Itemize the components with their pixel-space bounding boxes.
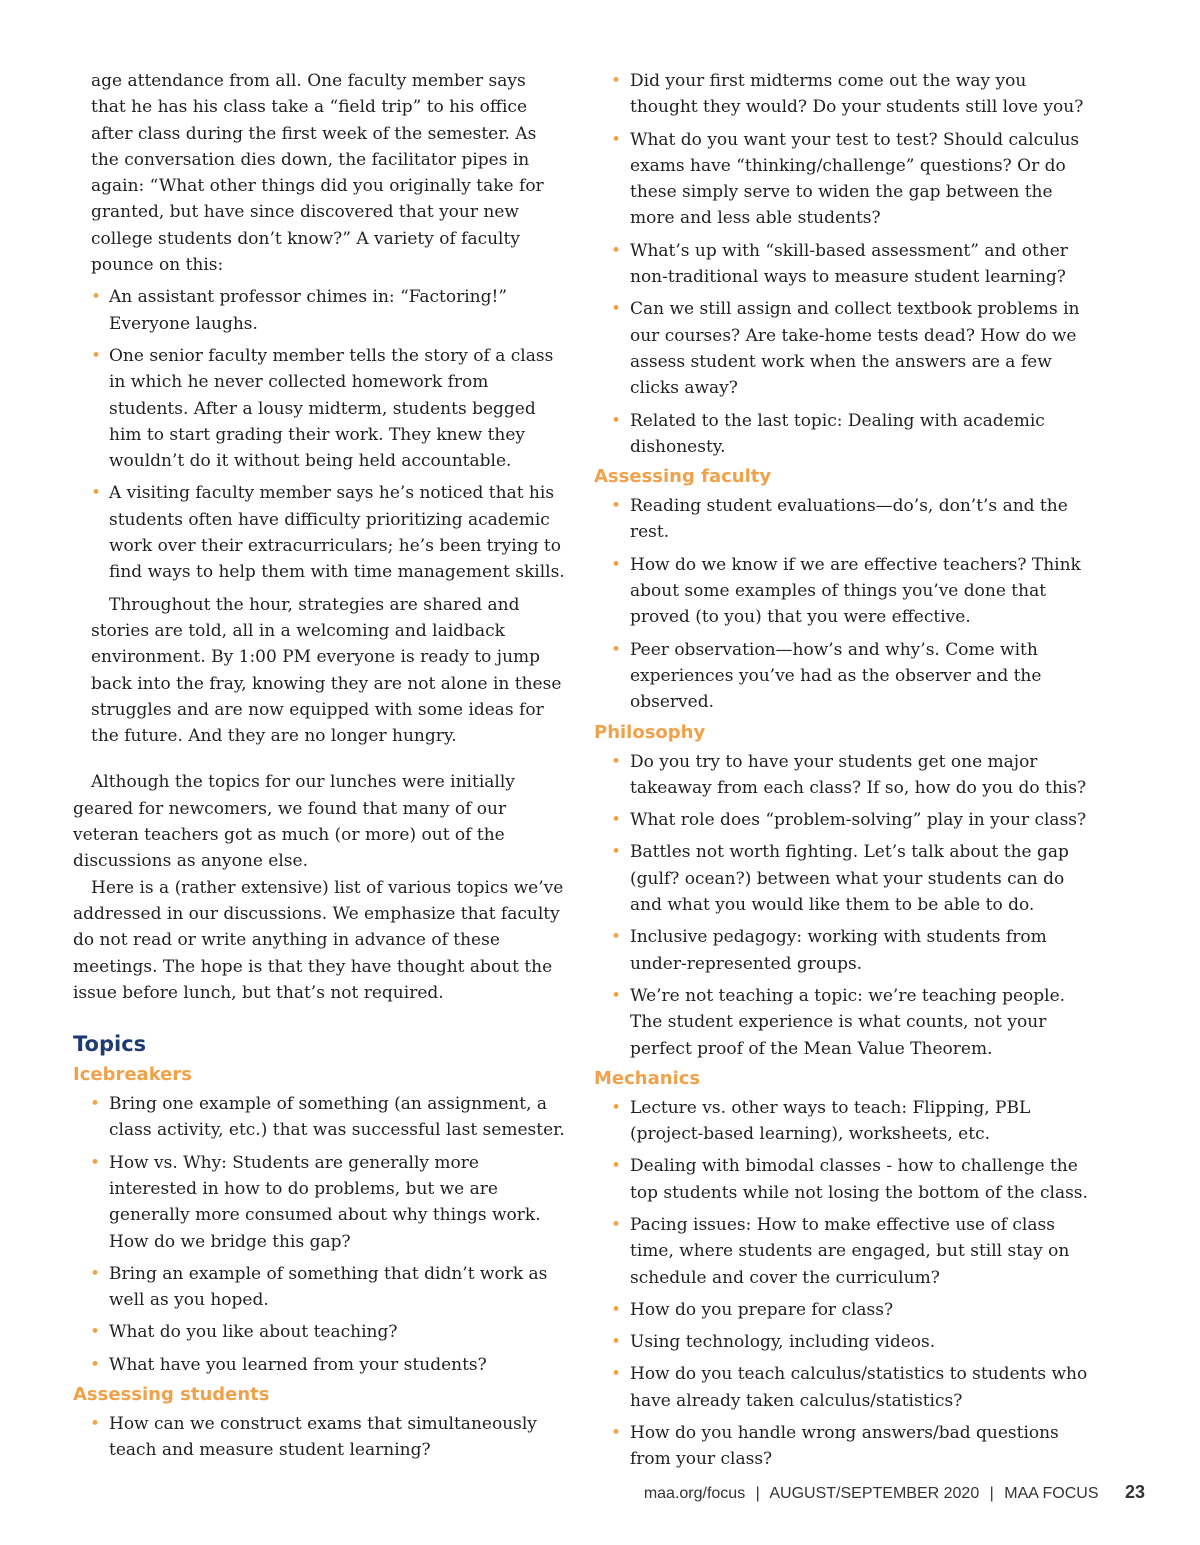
anecdote-list xyxy=(91,284,565,585)
bullet-icon: • xyxy=(611,554,622,575)
icebreakers-heading: Icebreakers xyxy=(73,1064,192,1086)
philosophy-list xyxy=(594,749,1094,1062)
list-item: • How vs. Why: Students are generally more interested in how to do problems, but we are generally more consumed about why things work. How do we bridge this gap? xyxy=(73,1150,565,1255)
assessing-students-list-cont xyxy=(594,68,1094,460)
bullet-icon: • xyxy=(611,1156,622,1177)
list-item: • Do you try to have your students get one major takeaway from each class? If so, how do you do this? xyxy=(594,749,1094,802)
bullet-icon: • xyxy=(611,496,622,517)
left-column xyxy=(73,68,565,1470)
list-item: • Bring one example of something (an assignment, a class activity, etc.) that was successful last semester. xyxy=(73,1091,565,1144)
footer-url[interactable]: maa.org/focus xyxy=(643,1485,746,1502)
bullet-icon: • xyxy=(611,1364,622,1385)
bullet-icon: • xyxy=(611,240,622,261)
list-item: • What’s up with “skill-based assessment” and other non-traditional ways to measure student learning? xyxy=(594,238,1094,291)
closing-paragraph: Throughout the hour, strategies are shared and stories are told, all in a welcoming and laidback environment. By 1:00 PM everyone is ready to jump back into the fray, knowing they are not alone in these struggles and are now equipped with some ideas for the future. And they are no longer hungry. xyxy=(91,594,562,747)
philosophy-heading: Philosophy xyxy=(594,721,706,743)
body-paragraph: Although the topics for our lunches were initially geared for newcomers, we found that many of our veteran teachers got as much (or more) out of the discussions as anyone else. xyxy=(73,772,515,872)
mechanics-heading: Mechanics xyxy=(594,1067,701,1089)
assessing-faculty-list xyxy=(594,493,1094,715)
bullet-icon: • xyxy=(91,345,102,366)
list-item: • What have you learned from your students? xyxy=(73,1352,565,1378)
list-item: • One senior faculty member tells the story of a class in which he never collected homework from students. After a lousy midterm, students begged him to start grading their work. They knew they wouldn’t do it without being held accountable. xyxy=(91,343,565,474)
assessing-students-list xyxy=(73,1411,565,1464)
list-item: • What do you want your test to test? Should calculus exams have “thinking/challenge” questions? Or do these simply serve to widen the gap between the more and less able students? xyxy=(594,127,1094,232)
bullet-icon: • xyxy=(611,1332,622,1353)
bullet-icon: • xyxy=(611,927,622,948)
list-item: • A visiting faculty member says he’s noticed that his students often have difficulty prioritizing academic work over their extracurriculars; he’s been trying to find ways to help them with time management skills. xyxy=(91,480,565,585)
list-item: • What role does “problem-solving” play in your class? xyxy=(594,807,1094,833)
topics-heading: Topics xyxy=(73,1032,147,1057)
list-item: • Can we still assign and collect textbook problems in our courses? Are take-home tests dead? How do we assess student work when the answers are a few clicks away? xyxy=(594,296,1094,401)
list-item: • Related to the last topic: Dealing with academic dishonesty. xyxy=(594,408,1094,461)
list-item: • Inclusive pedagogy: working with students from under-represented groups. xyxy=(594,924,1094,977)
list-item: • Peer observation—how’s and why’s. Come with experiences you’ve had as the observer and the observed. xyxy=(594,637,1094,716)
mechanics-list xyxy=(594,1095,1094,1473)
bullet-icon: • xyxy=(90,1094,101,1115)
list-item: • Lecture vs. other ways to teach: Flipping, PBL (project-based learning), worksheets, etc. xyxy=(594,1095,1094,1148)
body-paragraph: Here is a (rather extensive) list of various topics we’ve addressed in our discussions. We emphasize that faculty do not read or write anything in advance of these meetings. The hope is that they have thought about the issue before lunch, but that’s not required. xyxy=(73,877,564,1003)
bullet-icon: • xyxy=(90,1414,101,1435)
list-item: • How can we construct exams that simultaneously teach and measure student learning? xyxy=(73,1411,565,1464)
bullet-icon: • xyxy=(91,287,102,308)
bullet-icon: • xyxy=(611,985,622,1006)
page-number: 23 xyxy=(1124,1482,1145,1502)
bullet-icon: • xyxy=(611,299,622,320)
bullet-icon: • xyxy=(611,751,622,772)
assessing-students-heading: Assessing students xyxy=(73,1384,270,1406)
bullet-icon: • xyxy=(91,483,102,504)
list-item: • Did your first midterms come out the way you thought they would? Do your students still love you? xyxy=(594,68,1094,121)
list-item: • How do you prepare for class? xyxy=(594,1297,1094,1323)
footer-separator: | xyxy=(755,1485,760,1502)
list-item: • Pacing issues: How to make effective use of class time, where students are engaged, but still stay on schedule and cover the curriculum? xyxy=(594,1212,1094,1291)
list-item: • Dealing with bimodal classes - how to challenge the top students while not losing the bottom of the class. xyxy=(594,1153,1094,1206)
right-column xyxy=(594,68,1094,1479)
list-item: • An assistant professor chimes in: “Factoring!” Everyone laughs. xyxy=(91,284,565,337)
bullet-icon: • xyxy=(611,71,622,91)
page-footer xyxy=(644,1482,1145,1503)
list-item: • How do you teach calculus/statistics to students who have already taken calculus/statistics? xyxy=(594,1361,1094,1414)
bullet-icon: • xyxy=(611,410,622,431)
list-item: • We’re not teaching a topic: we’re teaching people. The student experience is what counts, not your perfect proof of the Mean Value Theorem. xyxy=(594,983,1094,1062)
list-item: • How do you handle wrong answers/bad questions from your class? xyxy=(594,1420,1094,1473)
assessing-faculty-heading: Assessing faculty xyxy=(594,466,772,488)
bullet-icon: • xyxy=(611,1423,622,1444)
icebreakers-list xyxy=(73,1091,565,1378)
opening-paragraph: age attendance from all. One faculty member says that he has his class take a “field trip” to his office after class during the first week of the semester. As the conversation dies down, the facilitator pipes in again: “What other things did you originally take for granted, but have since discovered that your new college students don’t know?” A variety of faculty pounce on this: xyxy=(91,71,544,276)
footer-magazine: MAA FOCUS xyxy=(1004,1485,1099,1502)
bullet-icon: • xyxy=(90,1152,101,1173)
footer-separator: | xyxy=(989,1485,994,1502)
list-item: • Reading student evaluations—do’s, don’t’s and the rest. xyxy=(594,493,1094,546)
bullet-icon: • xyxy=(611,1214,622,1235)
list-item: • Battles not worth fighting. Let’s talk about the gap (gulf? ocean?) between what your students can do and what you would like them to be able to do. xyxy=(594,839,1094,918)
bullet-icon: • xyxy=(611,639,622,660)
list-item: • Using technology, including videos. xyxy=(594,1329,1094,1355)
list-item: • What do you like about teaching? xyxy=(73,1319,565,1345)
bullet-icon: • xyxy=(611,1299,622,1320)
anecdote-block xyxy=(73,68,565,749)
list-item: • Bring an example of something that didn’t work as well as you hoped. xyxy=(73,1261,565,1314)
list-item: • How do we know if we are effective teachers? Think about some examples of things you’ve done that proved (to you) that you were effective. xyxy=(594,552,1094,631)
bullet-icon: • xyxy=(611,1097,622,1118)
bullet-icon: • xyxy=(611,810,622,831)
bullet-icon: • xyxy=(90,1354,101,1375)
bullet-icon: • xyxy=(611,129,622,150)
bullet-icon: • xyxy=(611,842,622,863)
footer-issue: AUGUST/SEPTEMBER 2020 xyxy=(769,1485,980,1502)
bullet-icon: • xyxy=(90,1263,101,1284)
bullet-icon: • xyxy=(90,1322,101,1343)
